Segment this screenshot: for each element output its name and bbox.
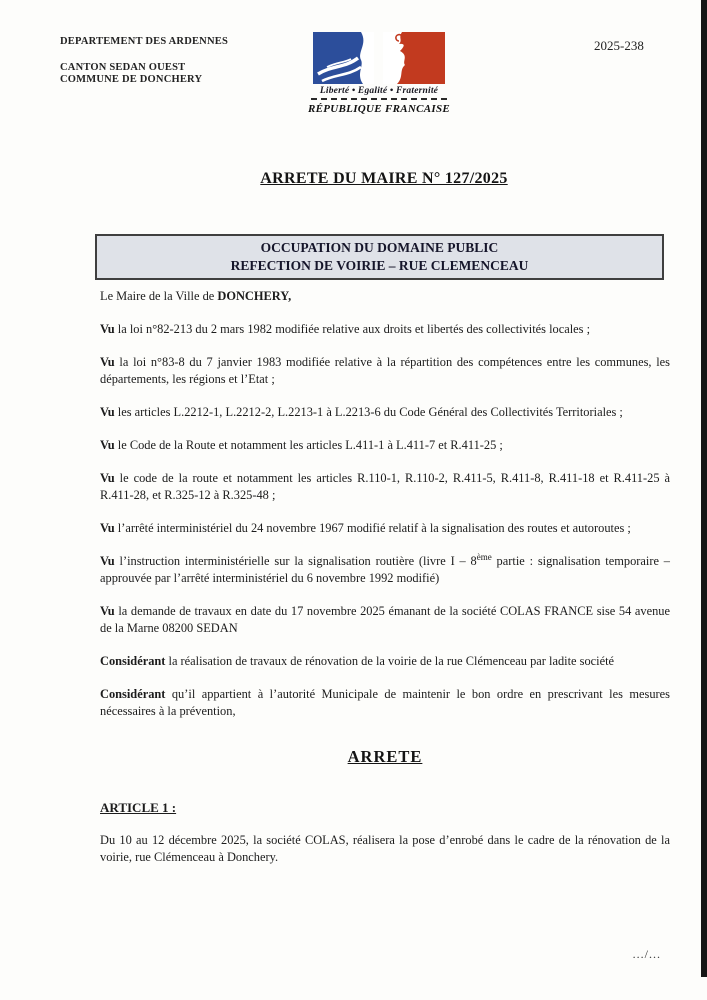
decree-title: ARRETE DU MAIRE N° 127/2025 <box>260 170 508 187</box>
recital-vu-7: Vu l’instruction interministérielle sur la signalisation routière (livre I – 8ème partie : signalisation temporaire – approuvée par l’arrêté interministériel du 6 novembre 1992 modifié) <box>100 551 670 585</box>
subject-line-1: OCCUPATION DU DOMAINE PUBLIC <box>260 240 499 255</box>
recital-considerant-1: Considérant la réalisation de travaux de rénovation de la voirie de la rue Clémenceau par ladite société <box>100 654 615 668</box>
decree-reference-number: 2025-238 <box>594 38 644 53</box>
recital-vu-3: Vu les articles L.2212-1, L.2212-2, L.2213-1 à L.2213-6 du Code Général des Collectivités Territoriales ; <box>100 405 623 419</box>
recital-vu-8: Vu la demande de travaux en date du 17 novembre 2025 émanant de la société COLAS FRANCE sise 54 avenue de la Marne 08200 SEDAN <box>100 604 670 635</box>
recital-vu-1: Vu la loi n°82-213 du 2 mars 1982 modifiée relative aux droits et libertés des collectivités locales ; <box>100 322 591 336</box>
department-line: DEPARTEMENT DES ARDENNES <box>60 36 228 47</box>
recital-vu-2: Vu la loi n°83-8 du 7 janvier 1983 modifiée relative à la répartition des compétences entre les communes, les départements, les régions et l’Etat ; <box>100 355 670 386</box>
arrete-heading: ARRETE <box>347 747 423 766</box>
commune-line: COMMUNE DE DONCHERY <box>60 74 203 85</box>
intro-line: Le Maire de la Ville de DONCHERY, <box>100 289 292 303</box>
recital-considerant-2: Considérant qu’il appartient à l’autorité Municipale de maintenir le bon ordre en prescrivant les mesures nécessaires à la prévention, <box>100 687 670 718</box>
commune-name-bold: DONCHERY, <box>217 289 292 303</box>
republique-francaise-logo <box>308 32 450 115</box>
logo-divider <box>311 98 447 100</box>
recital-vu-5: Vu le code de la route et notamment les articles R.110-1, R.110-2, R.411-5, R.411-8, R.411-18 et R.411-25 à R.411-28, et R.325-12 à R.325-48 ; <box>100 471 670 502</box>
recital-vu-6: Vu l’arrêté interministériel du 24 novembre 1967 modifié relatif à la signalisation des routes et autoroutes ; <box>100 521 631 535</box>
canton-line: CANTON SEDAN OUEST <box>60 61 186 73</box>
marianne-logo-icon <box>313 32 445 84</box>
decree-body <box>100 288 670 882</box>
subject-box <box>95 234 664 280</box>
subject-line-2: REFECTION DE VOIRIE – RUE CLEMENCEAU <box>230 258 529 273</box>
page-continuation-marker: .../... <box>632 947 661 961</box>
article-1-heading: ARTICLE 1 : <box>100 800 177 815</box>
scan-edge-artifact <box>701 0 707 977</box>
issuing-authority-block <box>60 36 228 87</box>
logo-republic-label: RÉPUBLIQUE FRANCAISE <box>308 103 451 115</box>
recital-vu-4: Vu le Code de la Route et notamment les articles L.411-1 à L.411-7 et R.411-25 ; <box>100 438 503 452</box>
article-1-body: Du 10 au 12 décembre 2025, la société COLAS, réalisera la pose d’enrobé dans le cadre de la rénovation de la voirie, rue Clémenceau à Donchery. <box>100 833 670 864</box>
logo-motto: Liberté • Egalité • Fraternité <box>319 86 439 96</box>
